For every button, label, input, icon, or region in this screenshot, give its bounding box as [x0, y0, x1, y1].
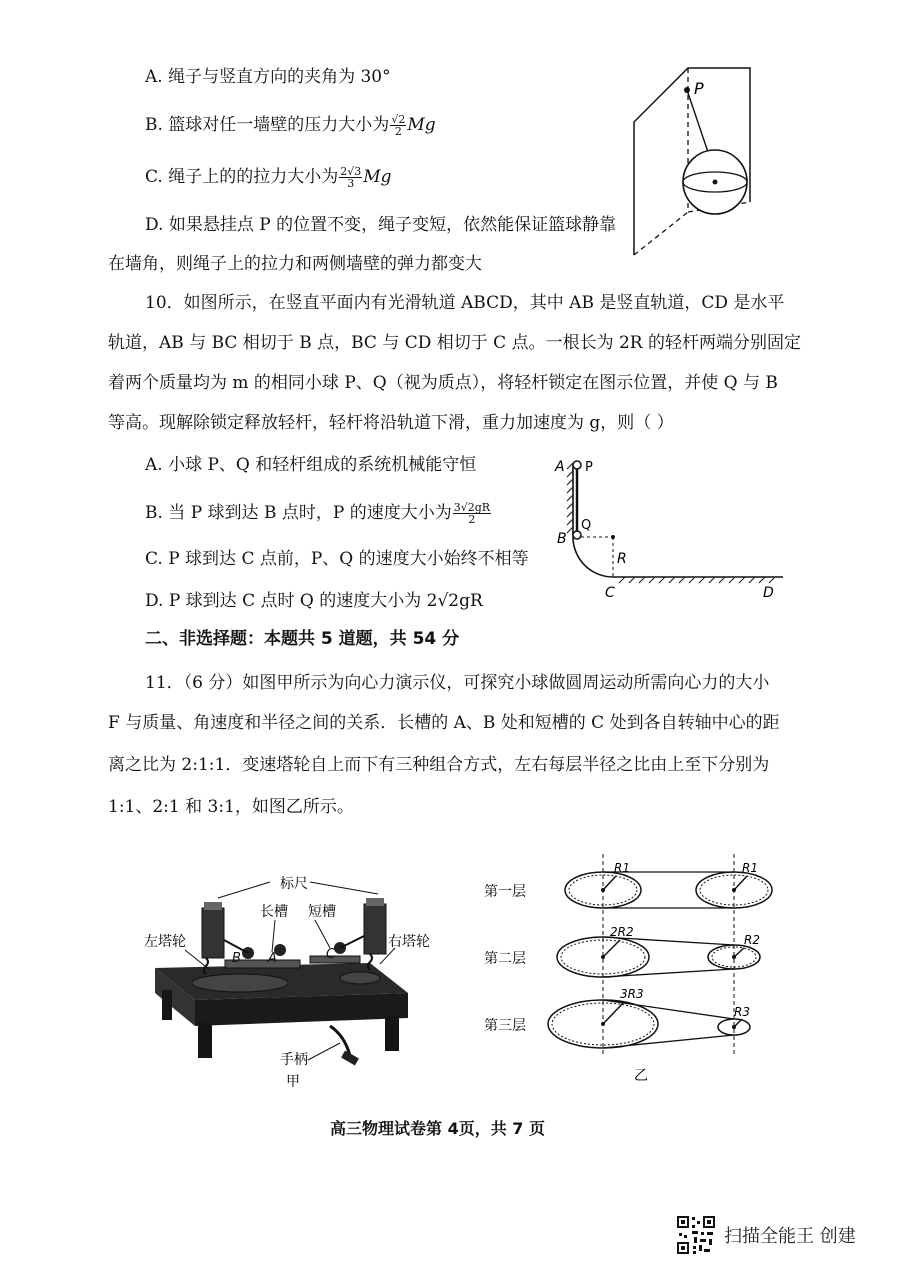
- q11-yi-r2-left: 2R2: [610, 925, 634, 939]
- q11-jia-label-b: B: [232, 951, 241, 966]
- q9-option-c: C. 绳子上的的拉力大小为 $\frac{2√3}{3}$ Mg: [145, 165, 392, 190]
- q11-yi-r1-left: R1: [614, 861, 630, 875]
- scanner-watermark: 扫描全能王 创建: [724, 1226, 856, 1247]
- q10-option-d: D. P 球到达 C 点时 Q 的速度大小为 2√2gR: [145, 591, 483, 611]
- q10-stem-line2: 轨道，AB 与 BC 相切于 B 点，BC 与 CD 相切于 C 点。一根长为 2R 的轻杆两端分别固定: [108, 333, 801, 353]
- q9-fig-label-p: P: [694, 79, 704, 98]
- q10-fig-label-c: C: [605, 585, 615, 601]
- q11-stem-line2: F 与质量、角速度和半径之间的关系．长槽的 A、B 处和短槽的 C 处到各自转轴中心的距: [108, 713, 780, 733]
- q10-fig-label-a: A: [555, 459, 565, 475]
- q10-fig-label-q: Q: [581, 518, 592, 533]
- qr-code-icon: [676, 1215, 716, 1255]
- q9-option-d-line1: D. 如果悬挂点 P 的位置不变，绳子变短，依然能保证篮球静靠: [145, 215, 617, 235]
- q11-yi-r3-right: R3: [734, 1005, 750, 1019]
- q10-fig-label-d: D: [763, 585, 774, 601]
- q9-figure: [630, 60, 770, 260]
- q10-option-a: A. 小球 P、Q 和轻杆组成的系统机械能守恒: [145, 455, 477, 475]
- q10-option-c: C. P 球到达 C 点前，P、Q 的速度大小始终不相等: [145, 549, 529, 569]
- q11-jia-label-zuotalun: 左塔轮: [144, 934, 186, 950]
- q10-stem-line3: 着两个质量均为 m 的相同小球 P、Q（视为质点），将轻杆锁定在图示位置，并使 Q 与 B: [108, 373, 778, 393]
- q10-fig-label-r: R: [617, 551, 627, 567]
- q11-jia-label-shoubing: 手柄: [280, 1052, 308, 1068]
- q10-option-b: B. 当 P 球到达 B 点时，P 的速度大小为 $\frac{3√2gR}{2}$: [145, 501, 491, 526]
- q11-jia-label-changcao: 长槽: [260, 904, 288, 920]
- q9-option-a: A. 绳子与竖直方向的夹角为 30°: [145, 67, 391, 87]
- q11-jia-label-duancao: 短槽: [308, 904, 336, 920]
- q11-yi-r2-right: R2: [744, 933, 760, 947]
- q11-yi-layer1: 第一层: [484, 884, 526, 900]
- page-footer: 高三物理试卷第 4页，共 7 页: [330, 1119, 545, 1138]
- q11-yi-r3-left: 3R3: [620, 987, 644, 1001]
- q11-yi-layer2: 第二层: [484, 951, 526, 967]
- q9-option-b: B. 篮球对任一墙壁的压力大小为 $\frac{√2}{2}$ Mg: [145, 113, 436, 138]
- q11-jia-label-a: A: [268, 951, 277, 966]
- q10-figure: [545, 455, 795, 605]
- q11-yi-r1-right: R1: [742, 861, 758, 875]
- q11-figure-jia: [140, 868, 440, 1093]
- q11-jia-caption: 甲: [286, 1074, 300, 1090]
- q10-stem-line4: 等高。现解除锁定释放轻杆，轻杆将沿轨道下滑，重力加速度为 g，则（ ）: [108, 413, 674, 433]
- q11-yi-layer3: 第三层: [484, 1018, 526, 1034]
- q11-stem-line3: 离之比为 2:1:1．变速塔轮自上而下有三种组合方式，左右每层半径之比由上至下分别为: [108, 755, 770, 775]
- section-2-heading: 二、非选择题：本题共 5 道题，共 54 分: [145, 629, 460, 649]
- q9-option-d-line2: 在墙角，则绳子上的拉力和两侧墙壁的弹力都变大: [108, 254, 482, 274]
- q11-stem-line4: 1:1、2:1 和 3:1，如图乙所示。: [108, 797, 354, 817]
- q11-jia-label-biaochi: 标尺: [280, 876, 308, 892]
- q10-fig-label-p: P: [585, 460, 593, 475]
- q10-stem-line1: 10．如图所示，在竖直平面内有光滑轨道 ABCD，其中 AB 是竖直轨道，CD 是水平: [145, 293, 785, 313]
- q11-stem-line1: 11．（6 分）如图甲所示为向心力演示仪，可探究小球做圆周运动所需向心力的大小: [145, 673, 770, 693]
- q11-yi-caption: 乙: [634, 1068, 648, 1082]
- q10-fig-label-b: B: [557, 531, 567, 547]
- q11-figure-yi: [478, 852, 778, 1082]
- q11-jia-label-c: C: [326, 947, 336, 962]
- q11-jia-label-youtalun: 右塔轮: [388, 934, 430, 950]
